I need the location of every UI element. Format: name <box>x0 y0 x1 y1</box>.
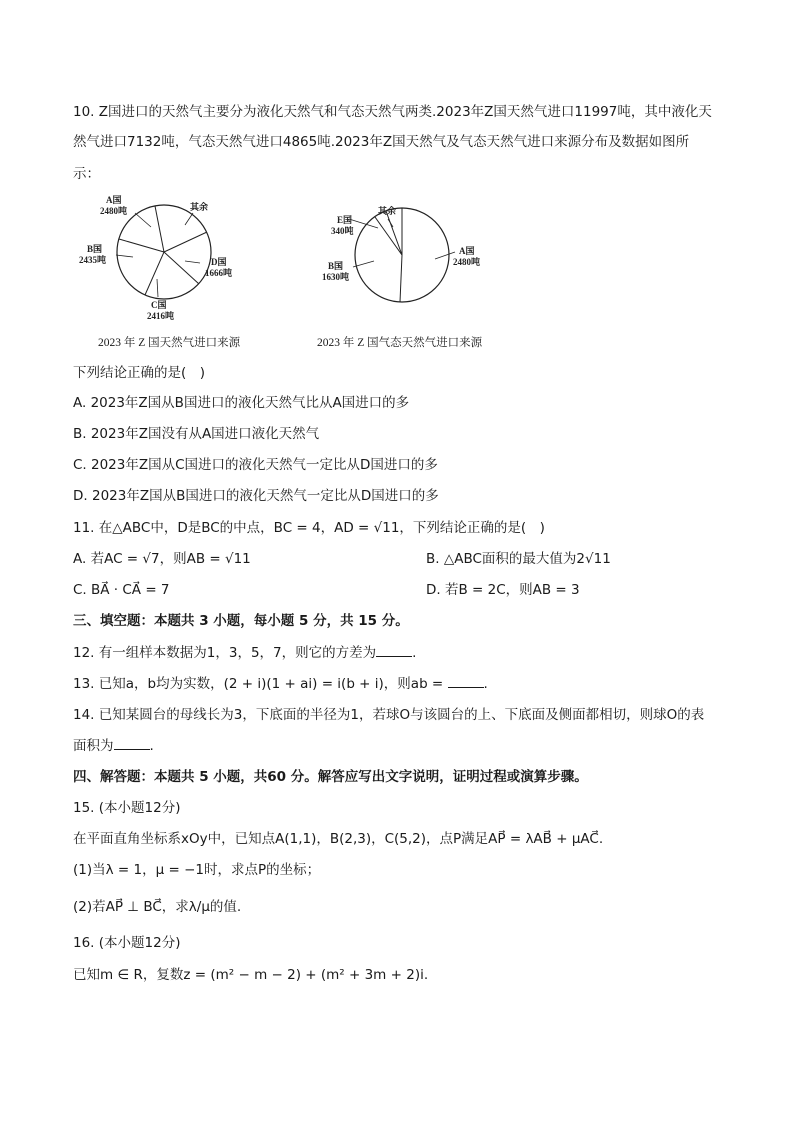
q12-text: 12. 有一组样本数据为1，3，5，7，则它的方差为 <box>73 645 377 661</box>
pie2-leader-a <box>435 252 455 259</box>
q12-end: . <box>412 645 417 661</box>
q11-option-a: A. 若AC = √7，则AB = √11 <box>73 551 251 567</box>
q10-option-c: C. 2023年Z国从C国进口的液化天然气一定比从D国进口的多 <box>73 457 438 473</box>
section-3-heading: 三、填空题：本题共 3 小题，每小题 5 分，共 15 分。 <box>73 613 409 629</box>
q14-end: . <box>149 738 154 754</box>
pie1-leader-b <box>116 255 133 257</box>
q10-option-d: D. 2023年Z国从B国进口的液化天然气一定比从D国进口的多 <box>73 488 439 504</box>
q14-answer-blank[interactable] <box>114 735 150 750</box>
q11-options-row-2 <box>73 579 734 601</box>
pie2-label-other: 其余 <box>378 206 397 216</box>
pie1-label-d-value: 1666吨 <box>205 268 233 278</box>
pie1-slice-divider <box>155 206 164 252</box>
q15-stem: 在平面直角坐标系xOy中，已知点A(1,1)，B(2,3)，C(5,2)，点P满足AP⃗ = λAB⃗ + μAC⃗. <box>73 831 604 847</box>
pie1-leader-d <box>185 261 200 263</box>
pie1-label-a-name: A国 <box>106 195 122 205</box>
q11-option-d: D. 若B = 2C，则AB = 3 <box>426 582 580 598</box>
q13-end: . <box>483 676 488 692</box>
pie2-label-e-value: 340吨 <box>331 226 354 236</box>
q11-stem: 11. 在△ABC中，D是BC的中点，BC = 4，AD = √11，下列结论正确的是( ) <box>73 520 545 536</box>
q14-text: 面积为 <box>73 738 114 754</box>
q12-answer-blank[interactable] <box>376 642 412 657</box>
pie1-slice-divider <box>164 252 199 284</box>
pie1-slice-divider <box>164 232 207 252</box>
pie2-label-a-name: A国 <box>459 246 475 256</box>
q11-options-row-1 <box>73 548 734 570</box>
pie2-label-b-value: 1630吨 <box>322 272 350 282</box>
q15-heading: 15. (本小题12分) <box>73 800 181 816</box>
q11-option-c: C. BA⃗ · CA⃗ = 7 <box>73 582 170 598</box>
q12 <box>73 642 734 664</box>
q10-option-b: B. 2023年Z国没有从A国进口液化天然气 <box>73 426 320 442</box>
pie1-label-b-value: 2435吨 <box>79 255 107 265</box>
pie1-label-a-value: 2480吨 <box>100 206 128 216</box>
pie2-slice-divider <box>375 217 402 255</box>
q10-stem: 下列结论正确的是( ) <box>73 365 206 381</box>
q13 <box>73 673 734 695</box>
pie2-label-a-value: 2480吨 <box>453 257 481 267</box>
pie-chart-gas-imports <box>316 195 496 319</box>
q13-answer-blank[interactable] <box>448 673 484 688</box>
pie1-label-d-name: D国 <box>211 257 227 267</box>
pie-chart-total-imports <box>73 195 273 334</box>
q15-part-2: (2)若AP⃗ ⊥ BC⃗，求λ/μ的值. <box>73 899 242 915</box>
q11-option-b: B. △ABC面积的最大值为2√11 <box>426 551 611 567</box>
pie1-label-c-value: 2416吨 <box>147 311 175 321</box>
pie2-label-b-name: B国 <box>328 261 344 271</box>
pie2-leader-other <box>388 219 393 227</box>
pie1-leader-a <box>135 213 151 227</box>
pie2-label-e-name: E国 <box>337 215 353 225</box>
pie1-caption: 2023 年 Z 国天然气进口来源 <box>98 337 241 349</box>
pie2-slice-divider <box>400 255 402 302</box>
pie1-slice-divider <box>119 239 164 252</box>
pie1-slice-divider <box>145 252 164 295</box>
pie1-leader-other <box>185 213 193 225</box>
q10-option-a: A. 2023年Z国从B国进口的液化天然气比从A国进口的多 <box>73 395 410 411</box>
section-4-heading: 四、解答题：本题共 5 小题，共60 分。解答应写出文字说明，证明过程或演算步骤。 <box>73 769 588 785</box>
pie1-label-other: 其余 <box>190 202 209 212</box>
q16-stem: 已知m ∈ R，复数z = (m² − m − 2) + (m² + 3m + 2)i. <box>73 967 429 983</box>
pie1-leader-c <box>157 279 158 297</box>
q10-line-2: 然气进口7132吨，气态天然气进口4865吨.2023年Z国天然气及气态天然气进口来源分布及数据如图所 <box>73 134 690 150</box>
q10-line-1: 10. Z国进口的天然气主要分为液化天然气和气态天然气两类.2023年Z国天然气进口11997吨，其中液化天 <box>73 104 712 120</box>
q14-line-1: 14. 已知某圆台的母线长为3，下底面的半径为1，若球O与该圆台的上、下底面及侧面都相切，则球O的表 <box>73 707 705 723</box>
pie2-caption: 2023 年 Z 国气态天然气进口来源 <box>317 337 483 349</box>
pie1-label-c-name: C国 <box>151 300 167 310</box>
q16-heading: 16. (本小题12分) <box>73 935 181 951</box>
q15-part-1: (1)当λ = 1，μ = −1时，求点P的坐标； <box>73 862 321 878</box>
pie2-slice-divider <box>386 211 402 255</box>
q13-text: 13. 已知a，b均为实数，(2 + i)(1 + ai) = i(b + i)，则ab = <box>73 676 448 692</box>
pie1-label-b-name: B国 <box>87 244 103 254</box>
q14-line-2 <box>73 735 734 757</box>
q10-line-3: 示： <box>73 166 100 182</box>
